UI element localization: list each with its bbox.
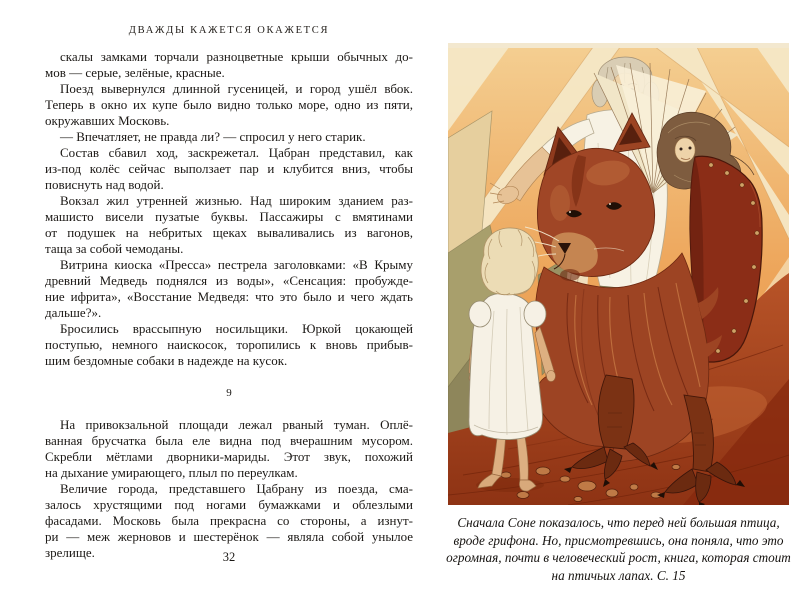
text-line: Бросились врассыпную носильщики. Юркой цокающей <box>60 321 413 336</box>
text-line: скалы замками торчали разноцветные крыши обычных до- <box>60 49 413 64</box>
text-line: поступью, немного наискосок, торопились к вновь прибыв- <box>45 337 413 352</box>
text-line: окружавших Московь. <box>45 113 170 128</box>
caption-line: Сначала Соне показалось, что перед ней большая птица, <box>457 515 780 530</box>
text-line: — Впечатляет, не правда ли? — спросил у него старик. <box>60 129 366 144</box>
text-line: Скребли мётлами дворники-мариды. Этот звук, похожий <box>45 449 413 464</box>
page-number: 32 <box>222 550 236 564</box>
text-line: на дыхание умирающего, плыл по переулкам. <box>45 465 298 480</box>
text-line: из-под колёс сейчас выползает пар и клубится вниз, чтобы <box>45 161 413 176</box>
text-line: от подушек на небритых щеках вываливались из вагонов, <box>45 225 413 240</box>
text-line: Теперь в окно их купе было видно только море, одно из пяти, <box>45 97 413 112</box>
page-top-strip <box>448 43 789 48</box>
text-line: ние ифрита», «Восстание Медведя: что это было и чего ждать <box>45 289 413 304</box>
caption-line: на птичьих лапах. С. 15 <box>551 567 686 583</box>
body-text <box>45 49 413 561</box>
section-break-number: 9 <box>226 387 232 399</box>
text-line: Поезд вывернулся длинной гусеницей, и город ушёл вбок. <box>60 81 413 96</box>
text-line: повиснуть над водой. <box>45 177 164 192</box>
illustration-caption <box>440 514 797 584</box>
text-line: мов — серые, зелёные, красные. <box>45 65 225 80</box>
text-line: древний Медведь поднялся из воды», «Сенсация: пробужде- <box>45 273 413 288</box>
text-line: ванная брусчатка была еле видна под вчерашним мусором. <box>45 433 413 448</box>
caption-line: вроде грифона. Но, присмотревшись, она поняла, что это <box>453 532 784 548</box>
caption-line: огромная, почти в человеческий рост, книга, которая стоит <box>446 550 791 566</box>
left-page <box>45 0 413 595</box>
text-line: Вокзал жил утренней жизнью. Над широким зданием раз- <box>60 193 413 208</box>
text-line: дальше?». <box>45 305 102 320</box>
running-header: ДВАЖДЫ КАЖЕТСЯ ОКАЖЕТСЯ <box>128 25 330 36</box>
text-line: таща за собой чемоданы. <box>45 241 184 256</box>
text-line: На привокзальной площади лежал рваный туман. Оплё- <box>60 417 413 432</box>
text-line: Витрина киоска «Пресса» пестрела заголовками: «В Крыму <box>60 257 413 272</box>
text-line: зрелище. <box>45 545 95 560</box>
text-line: машисто висели пузатые буквы. Пассажиры с вмятинами <box>45 209 413 224</box>
book-illustration <box>448 43 789 505</box>
text-line: ри — меж жерновов и шестерёнок — являла собой унылое <box>45 529 413 544</box>
text-line: залось хрустящими под ногами бумажками и облезлыми <box>45 497 413 512</box>
text-line: Величие города, представшего Цабрану из поезда, сма- <box>60 481 413 496</box>
text-line: шим бездомные собаки в надежде на кусок. <box>45 353 288 368</box>
text-line: Состав сбавил ход, заскрежетал. Цабран представил, как <box>60 145 413 160</box>
text-line: фасадами. Московь была прекрасна со стороны, а изнут- <box>45 513 413 528</box>
